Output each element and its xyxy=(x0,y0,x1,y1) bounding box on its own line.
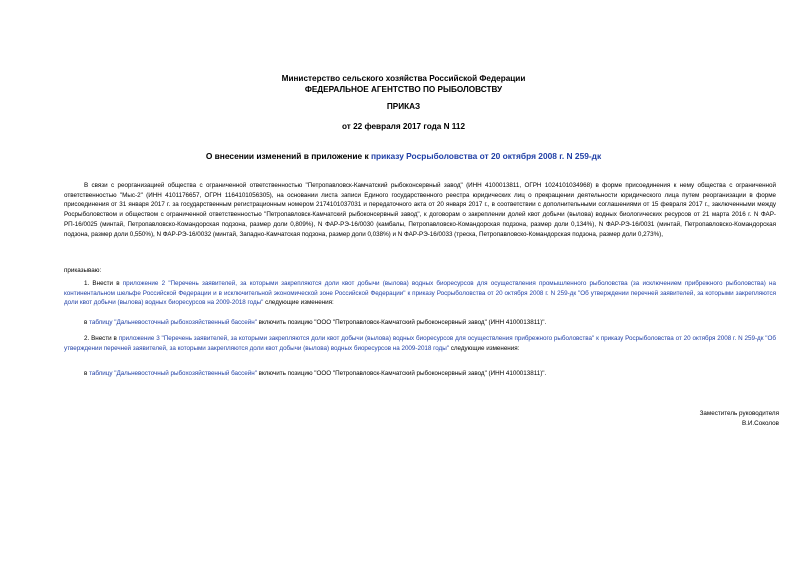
item-1-change-prefix: в xyxy=(84,319,90,326)
item-1-change xyxy=(84,318,774,328)
document-type: ПРИКАЗ xyxy=(386,102,421,111)
appendix-2-link[interactable]: приложение 2 "Перечень заявителей, за которыми закрепляются доли квот добычи (вылова) водных биоресурсов для осуществления промышленного рыболовства (за исключением прибрежного рыболовства) на континентальном шельфе Российской Федерации и в исключительной экономической зоне Российской Федерации" к приказу Росрыболовства от 20 октября 2008 г. N 259-дк "Об утверждении перечней заявителей, за которыми закрепляются доли квот добычи (вылова) водных биоресурсов на 2009-2018 годы" xyxy=(64,280,776,307)
title-prefix: О внесении изменений в приложение к xyxy=(205,151,371,161)
item-1-change-suffix: включить позицию "ООО "Петропавловск-Камчатский рыбоконсервный завод" (ИНН 4100013811)". xyxy=(256,319,547,326)
signatory-position: Заместитель руководителя xyxy=(699,410,779,417)
item-1-prefix: 1. Внести в xyxy=(84,280,123,287)
appendix-3-link[interactable]: приложение 3 "Перечень заявителей, за которыми закрепляются доли квот добычи (вылова) водных биоресурсов для осуществления прибрежного рыболовства" к приказу Росрыболовства от 20 октября 2008 г. N 259-дк "Об утверждении перечней заявителей, за которыми закрепляются доли квот добычи (вылова) водных биоресурсов на 2009-2018 годы" xyxy=(64,335,776,352)
table-link-1[interactable]: таблицу "Дальневосточный рыбохозяйственный бассейн" xyxy=(89,319,257,326)
table-link-2[interactable]: таблицу "Дальневосточный рыбохозяйственный бассейн" xyxy=(89,370,257,377)
title-link[interactable]: приказу Росрыболовства от 20 октября 2008 г. N 259-дк xyxy=(370,151,602,161)
item-2-paragraph xyxy=(64,334,776,353)
agency-name: ФЕДЕРАЛЬНОЕ АГЕНТСТВО ПО РЫБОЛОВСТВУ xyxy=(304,85,503,94)
item-1-suffix: следующие изменения: xyxy=(263,299,334,307)
item-2-change-suffix: включить позицию "ООО "Петропавловск-Камчатский рыбоконсервный завод" (ИНН 4100013811)". xyxy=(256,370,547,377)
item-1-paragraph xyxy=(64,279,776,308)
order-word: приказываю: xyxy=(64,267,102,274)
preamble-paragraph: В связи с реорганизацией общества с ограниченной ответственностью "Петропавловск-Камчатский рыбоконсервный завод" (ИНН 4100013811, ОГРН 1024101034968) в форме присоединения к нему общества с ограниченной ответственностью "Мыс-2" (ИНН 4101176657, ОГРН 1164101056305), на основании листа записи Единого государственного реестра юридических лиц о прекращении деятельности юридического лица путем реорганизации в форме присоединения от 31 января 2017 г. за государственным регистрационным номером 2174101037031 и передаточного акта от 20 января 2017 г., в соответствии с дополнительными соглашениями от 15 февраля 2017 г., заключенными между Росрыболовством и обществом с ограниченной ответственностью "Петропавловск-Камчатский рыбоконсервный завод", к договорам о закреплении долей квот добычи (вылова) водных биологических ресурсов от 21 марта 2016 г. N ФАР-РП-16/0025 (минтай, Петропавловско-Командорская подзона, размер доли 0,809%), N ФАР-РЭ-16/0030 (камбалы, Петропавловско-Командорская подзона, размер доли 0,134%), N ФАР-РЭ-16/0031 (минтай, Петропавловско-Командорская подзона, размер доли 0,550%), N ФАР-РЭ-16/0032 (минтай, Западно-Камчатская подзона, размер доли 0,038%) и N ФАР-РЭ-16/0033 (треска, Петропавловско-Командорская подзона, размер доли 0,273%), xyxy=(64,182,776,238)
item-2-prefix: 2. Внести в xyxy=(84,335,119,342)
signatory-name: В.И.Соколов xyxy=(741,420,779,427)
item-2-change-prefix: в xyxy=(84,370,90,377)
document-title xyxy=(0,151,807,161)
document-date-number: от 22 февраля 2017 года N 112 xyxy=(341,122,466,131)
item-2-change xyxy=(84,369,774,379)
item-2-suffix: следующие изменения: xyxy=(449,344,520,352)
ministry-name: Министерство сельского хозяйства Российской Федерации xyxy=(281,74,526,83)
